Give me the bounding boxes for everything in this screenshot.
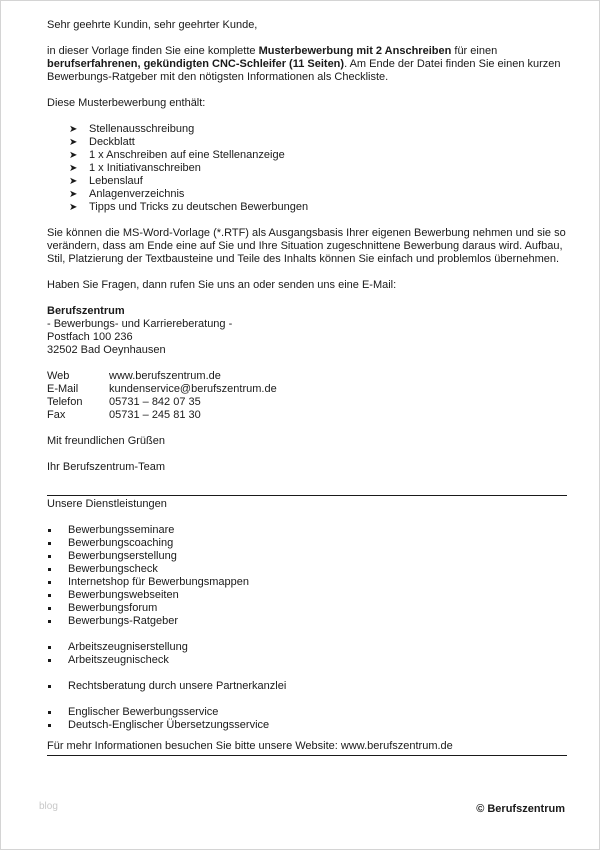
- services-group-4: [47, 706, 567, 732]
- content-checklist: [47, 123, 567, 214]
- address-block: [47, 305, 567, 357]
- checklist-item: ➤ 1 x Anschreiben auf eine Stellenanzeige: [69, 149, 285, 161]
- intro-text-3: . Am Ende der Datei finden Sie einen kurzen Bewerbungs-Ratgeber mit den nötigsten Informationen als Checkliste.: [47, 58, 561, 83]
- square-bullet-icon: [48, 529, 51, 532]
- arrow-bullet-icon: ➤: [69, 137, 78, 148]
- checklist-item: ➤ Stellenausschreibung: [69, 123, 195, 135]
- services-group-3: [47, 680, 567, 693]
- arrow-bullet-icon: ➤: [69, 163, 78, 174]
- checklist-item: ➤ Lebenslauf: [69, 175, 143, 187]
- company-name: Berufszentrum: [47, 305, 125, 317]
- checklist-item: ➤ Tipps und Tricks zu deutschen Bewerbungen: [69, 201, 309, 213]
- company-subtitle: - Bewerbungs- und Karriereberatung -: [47, 318, 233, 330]
- service-item: Englischer Bewerbungsservice: [47, 706, 567, 719]
- square-bullet-icon: [48, 594, 51, 597]
- checklist-item: ➤ Deckblatt: [69, 136, 135, 148]
- service-item: Deutsch-Englischer Übersetzungsservice: [47, 719, 567, 732]
- phone-number: 05731 – 842 07 35: [109, 396, 201, 408]
- arrow-bullet-icon: ➤: [69, 176, 78, 187]
- city: 32502 Bad Oeynhausen: [47, 344, 166, 356]
- square-bullet-icon: [48, 685, 51, 688]
- intro-paragraph: [47, 45, 567, 84]
- greeting: Mit freundlichen Grüßen: [47, 435, 165, 447]
- square-bullet-icon: [48, 542, 51, 545]
- square-bullet-icon: [48, 711, 51, 714]
- contact-row-web: Web www.berufszentrum.de: [47, 370, 277, 383]
- service-item: Bewerbungs-Ratgeber: [47, 615, 567, 628]
- intro-text-1: in dieser Vorlage finden Sie eine komplette: [47, 45, 259, 57]
- website-info: Für mehr Informationen besuchen Sie bitte unsere Website: www.berufszentrum.de: [47, 740, 453, 752]
- checklist-item: ➤ Anlagenverzeichnis: [69, 188, 185, 200]
- intro-bold-2: berufserfahrenen, gekündigten CNC-Schleifer (11 Seiten): [47, 58, 345, 70]
- contact-table: [47, 370, 277, 422]
- letter-body: [47, 19, 567, 756]
- service-item: Bewerbungswebseiten: [47, 589, 567, 602]
- salutation: Sehr geehrte Kundin, sehr geehrter Kunde,: [47, 19, 258, 31]
- service-item: Rechtsberatung durch unsere Partnerkanzlei: [47, 680, 567, 693]
- square-bullet-icon: [48, 568, 51, 571]
- square-bullet-icon: [48, 620, 51, 623]
- checklist-item: ➤ 1 x Initiativanschreiben: [69, 162, 201, 174]
- services-group-2: [47, 641, 567, 667]
- contact-row-fax: Fax 05731 – 245 81 30: [47, 409, 277, 422]
- contact-row-email: E-Mail kundenservice@berufszentrum.de: [47, 383, 277, 395]
- service-item: Arbeitszeugniserstellung: [47, 641, 567, 654]
- service-item: Arbeitszeugnischeck: [47, 654, 567, 667]
- arrow-bullet-icon: ➤: [69, 202, 78, 213]
- intro-bold-1: Musterbewerbung mit 2 Anschreiben: [258, 45, 452, 57]
- service-item: Bewerbungsseminare: [47, 524, 567, 537]
- square-bullet-icon: [48, 646, 51, 649]
- service-item: Bewerbungscoaching: [47, 537, 567, 550]
- services-heading: Unsere Dienstleistungen: [47, 498, 167, 510]
- intro-text-2: für einen: [451, 45, 498, 57]
- signature: Ihr Berufszentrum-Team: [47, 461, 165, 473]
- fax-number: 05731 – 245 81 30: [109, 409, 201, 421]
- watermark-text: blog: [39, 801, 58, 812]
- postbox: Postfach 100 236: [47, 331, 133, 343]
- service-item: Internetshop für Bewerbungsmappen: [47, 576, 567, 589]
- email-link[interactable]: kundenservice@berufszentrum.de: [109, 383, 277, 395]
- copyright-notice: © Berufszentrum: [476, 803, 565, 815]
- usage-paragraph: Sie können die MS-Word-Vorlage (*.RTF) als Ausgangsbasis Ihrer eigenen Bewerbung nehmen und sie so verändern, dass am Ende eine auf Sie und Ihre Situation zugeschnittene Bewerbung daraus wird. Aufbau, Stil, Platzierung der Textbausteine und Teile des Inhalts können Sie einfach und problemlos übernehmen.: [47, 227, 566, 265]
- arrow-bullet-icon: ➤: [69, 124, 78, 135]
- contains-heading: Diese Musterbewerbung enthält:: [47, 97, 206, 109]
- web-link[interactable]: www.berufszentrum.de: [109, 370, 221, 382]
- arrow-bullet-icon: ➤: [69, 189, 78, 200]
- square-bullet-icon: [48, 607, 51, 610]
- square-bullet-icon: [48, 659, 51, 662]
- square-bullet-icon: [48, 555, 51, 558]
- service-item: Bewerbungsforum: [47, 602, 567, 615]
- services-group-1: [47, 524, 567, 628]
- contact-row-phone: Telefon 05731 – 842 07 35: [47, 396, 277, 409]
- questions-line: Haben Sie Fragen, dann rufen Sie uns an oder senden uns eine E-Mail:: [47, 279, 397, 291]
- square-bullet-icon: [48, 581, 51, 584]
- service-item: Bewerbungserstellung: [47, 550, 567, 563]
- divider-bottom: [47, 755, 567, 756]
- square-bullet-icon: [48, 724, 51, 727]
- arrow-bullet-icon: ➤: [69, 150, 78, 161]
- service-item: Bewerbungscheck: [47, 563, 567, 576]
